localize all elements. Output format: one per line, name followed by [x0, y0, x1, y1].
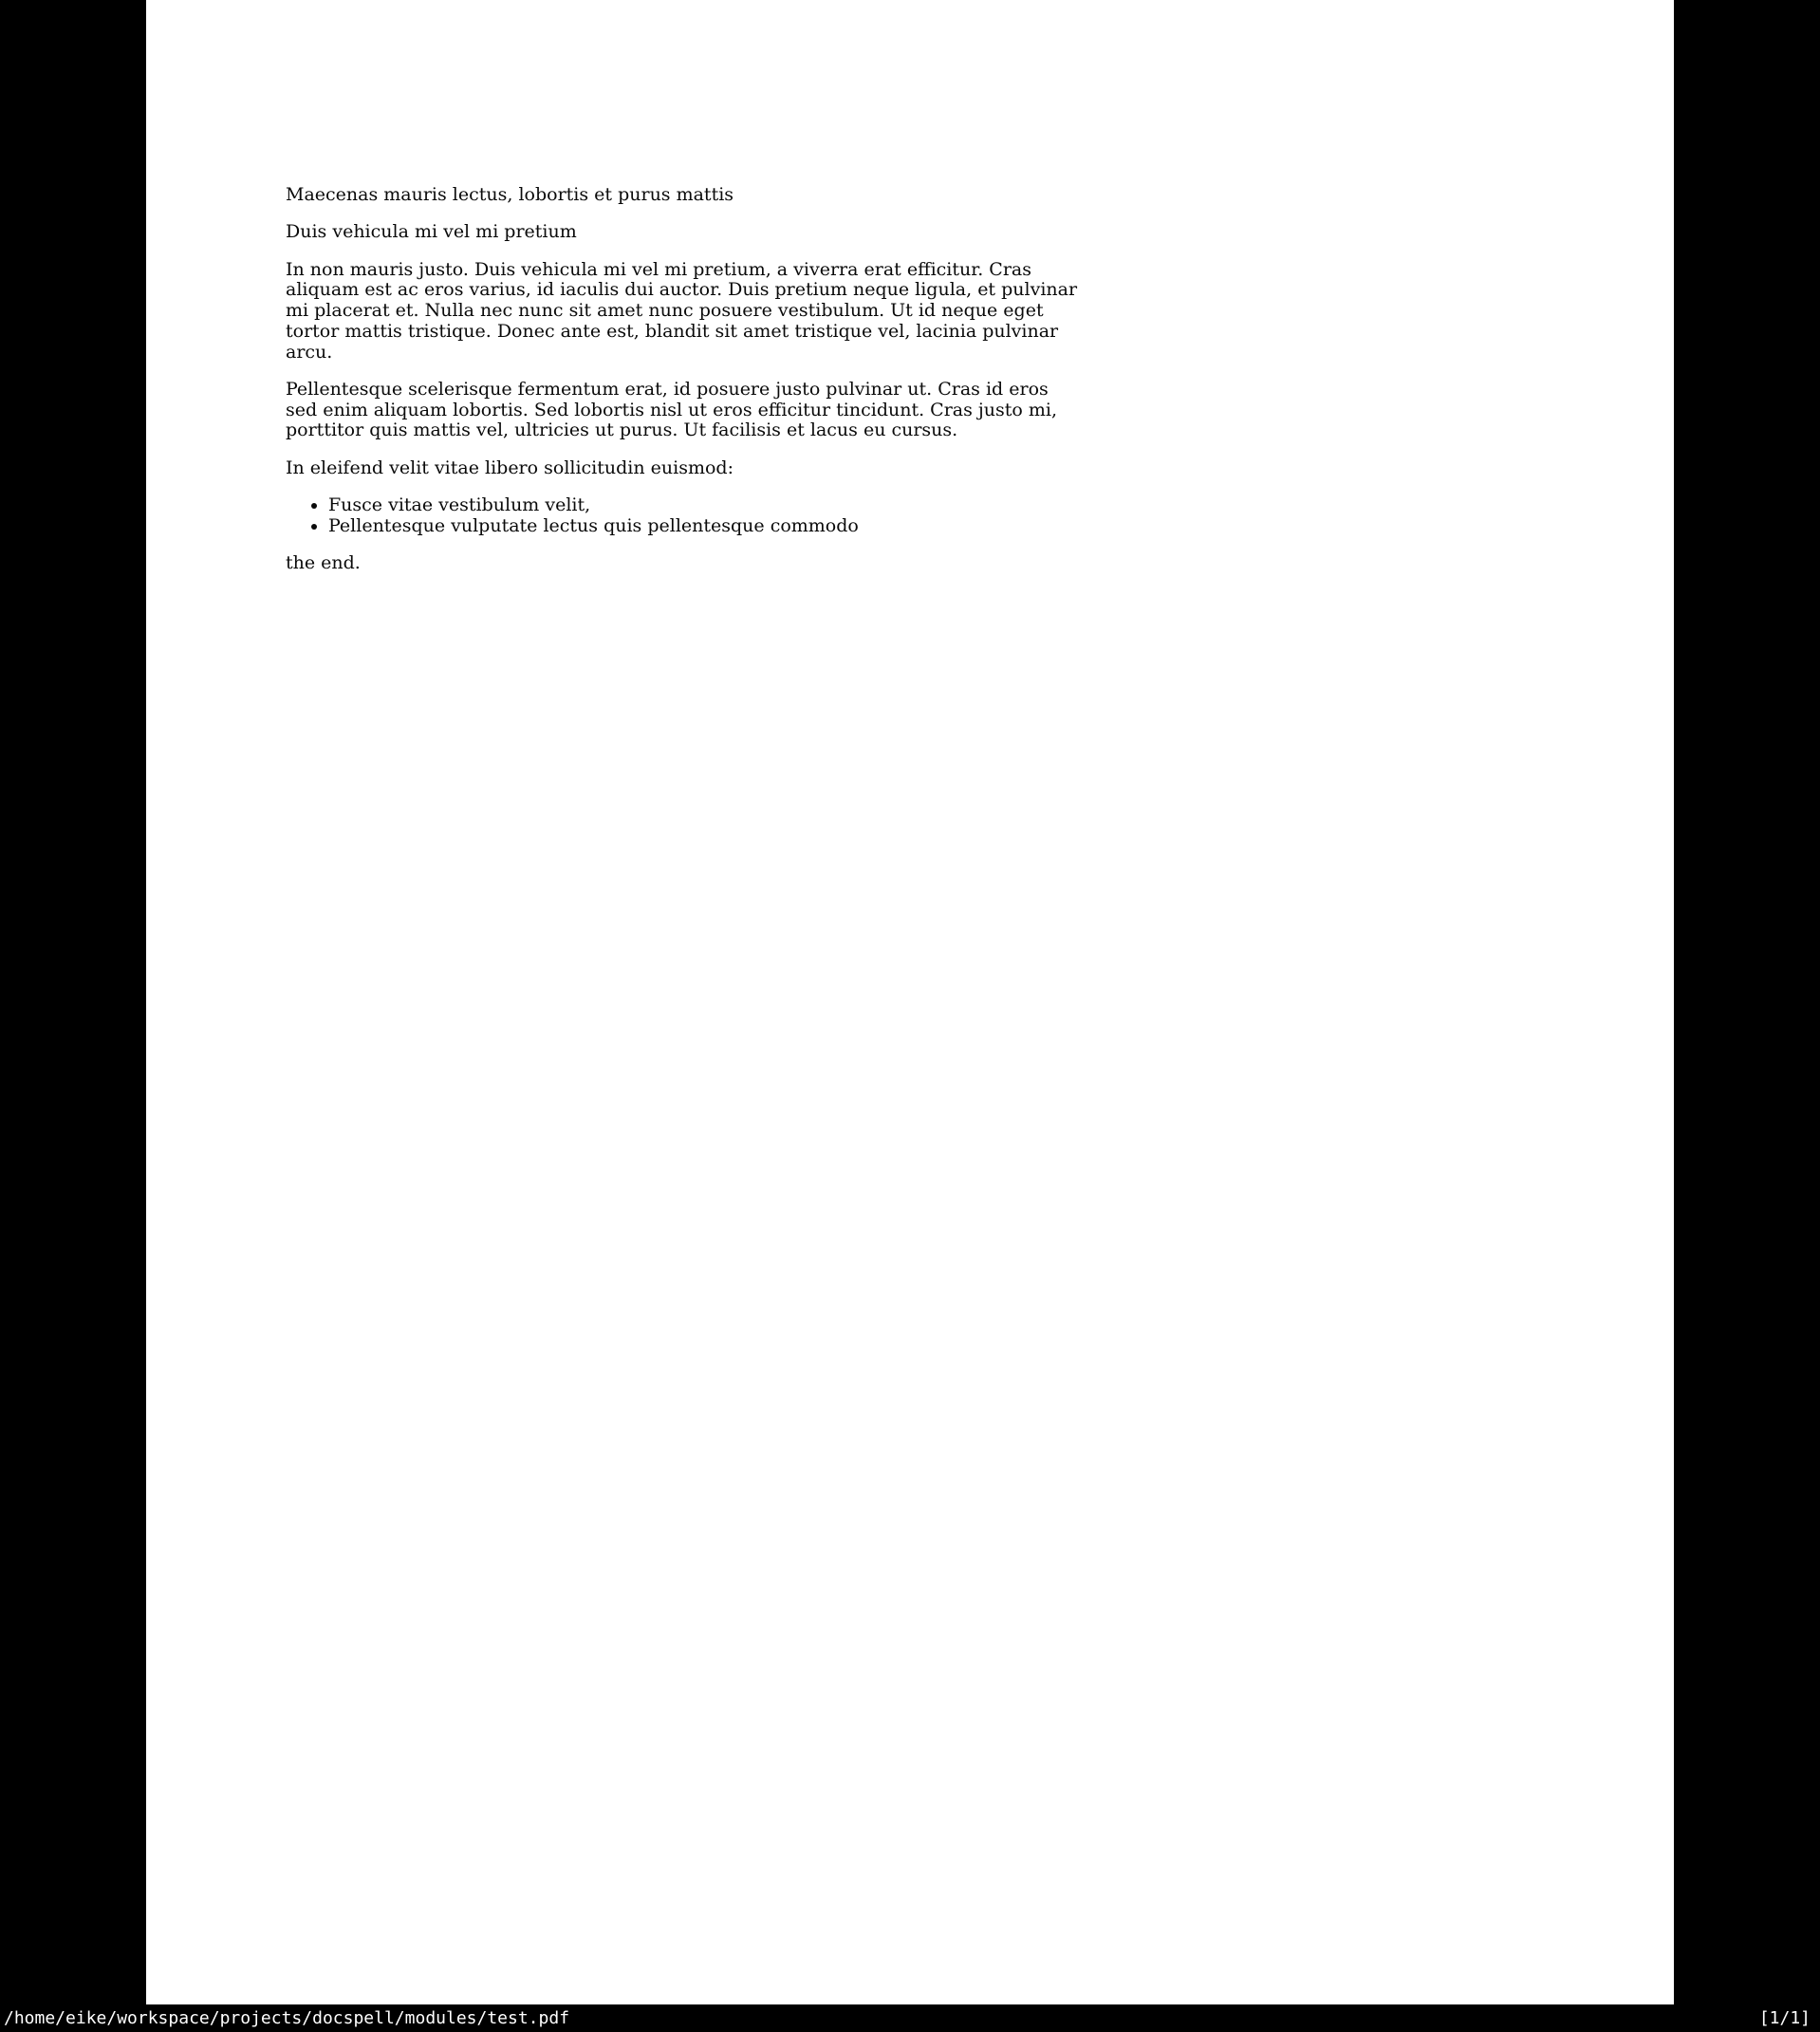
file-path: /home/eike/workspace/projects/docspell/modules/test.pdf — [4, 2008, 570, 2028]
paragraph-line: sed enim aliquam lobortis. Sed lobortis nisl ut eros efficitur tincidunt. Cras justo mi, — [286, 399, 1058, 420]
list-item: • Pellentesque vulputate lectus quis pellentesque commodo — [328, 516, 1077, 537]
document-page[interactable] — [146, 0, 1674, 2004]
paragraph-2 — [286, 380, 1077, 441]
paragraph-line: mi placerat et. Nulla nec nunc sit amet nunc posuere vestibulum. Ut id neque eget — [286, 300, 1044, 321]
doc-heading-1: Maecenas mauris lectus, lobortis et purus mattis — [286, 184, 734, 205]
paragraph-line: In non mauris justo. Duis vehicula mi vel mi pretium, a viverra erat efficitur. Cras — [286, 258, 1032, 280]
paragraph-line: porttitor quis mattis vel, ultricies ut purus. Ut facilisis et lacus eu cursus. — [286, 419, 958, 441]
list-item: • Fusce vitae vestibulum velit, — [328, 495, 1077, 516]
closing-text: the end. — [286, 551, 361, 573]
paragraph-line: aliquam est ac eros varius, id iaculis dui auctor. Duis pretium neque ligula, et pulvinar — [286, 279, 1078, 301]
page-indicator: [1/1] — [1758, 2008, 1811, 2028]
status-bar — [0, 2004, 1820, 2032]
bullet-list — [286, 495, 1077, 537]
paragraph-1 — [286, 260, 1077, 364]
doc-heading-2: Duis vehicula mi vel mi pretium — [286, 221, 577, 243]
paragraph-line: Pellentesque scelerisque fermentum erat, id posuere justo pulvinar ut. Cras id eros — [286, 378, 1049, 400]
list-intro: In eleifend velit vitae libero sollicitudin euismod: — [286, 457, 734, 478]
paragraph-line: arcu. — [286, 341, 333, 363]
paragraph-line: tortor mattis tristique. Donec ante est, blandit sit amet tristique vel, lacinia pulvinar — [286, 320, 1059, 342]
document-text-block — [286, 185, 1077, 590]
